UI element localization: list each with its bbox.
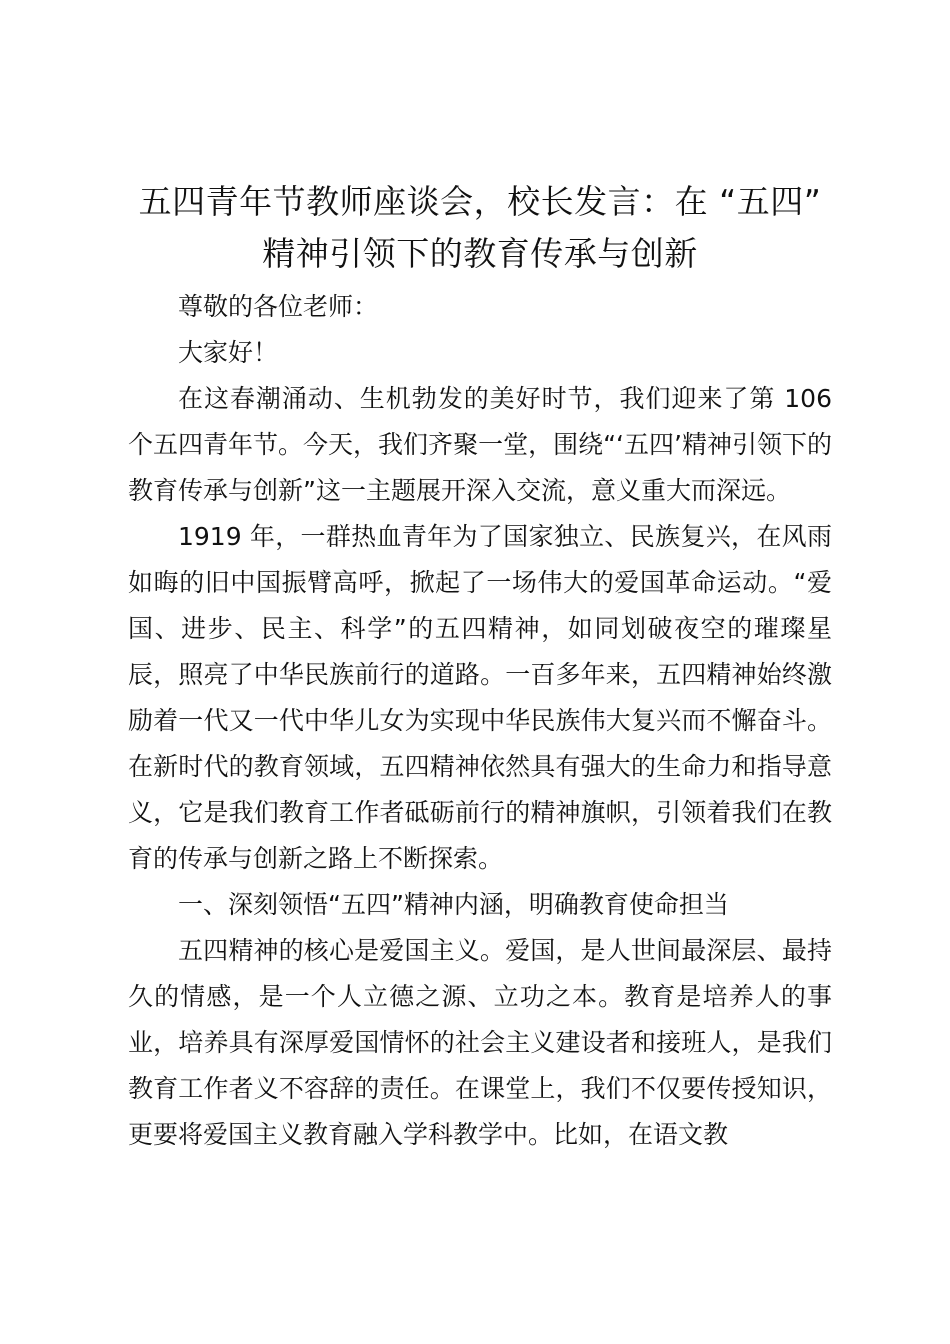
section-1-paragraph: 五四精神的核心是爱国主义。爱国，是人世间最深层、最持久的情感，是一个人立德之源、立功之本。教育是培养人的事业，培养具有深厚爱国情怀的社会主义建设者和接班人，是我们教育工作者义不容辞的责任。在课堂上，我们不仅要传授知识，更要将爱国主义教育融入学科教学中。比如，在语文教 <box>128 936 832 1149</box>
paragraph-history: 1919 年，一群热血青年为了国家独立、民族复兴，在风雨如晦的旧中国振臂高呼，掀起了一场伟大的爱国革命运动。“爱国、进步、民主、科学”的五四精神，如同划破夜空的璀璨星辰，照亮了中华民族前行的道路。一百多年来，五四精神始终激励着一代又一代中华儿女为实现中华民族伟大复兴而不懈奋斗。在新时代的教育领域，五四精神依然具有强大的生命力和指导意义，它是我们教育工作者砥砺前行的精神旗帜，引领着我们在教育的传承与创新之路上不断探索。 <box>128 522 832 873</box>
salutation: 尊敬的各位老师： <box>178 292 379 321</box>
greeting: 大家好！ <box>178 338 279 367</box>
document-title: 五四青年节教师座谈会，校长发言：在 “五四” 精神引领下的教育传承与创新 <box>138 182 822 273</box>
document-page <box>128 176 832 1158</box>
paragraph-intro: 在这春潮涌动、生机勃发的美好时节，我们迎来了第 106 个五四青年节。今天，我们齐聚一堂，围绕“‘五四’精神引领下的教育传承与创新”这一主题展开深入交流，意义重大而深远。 <box>128 384 832 505</box>
section-heading-1: 一、深刻领悟“五四”精神内涵，明确教育使命担当 <box>178 890 729 919</box>
